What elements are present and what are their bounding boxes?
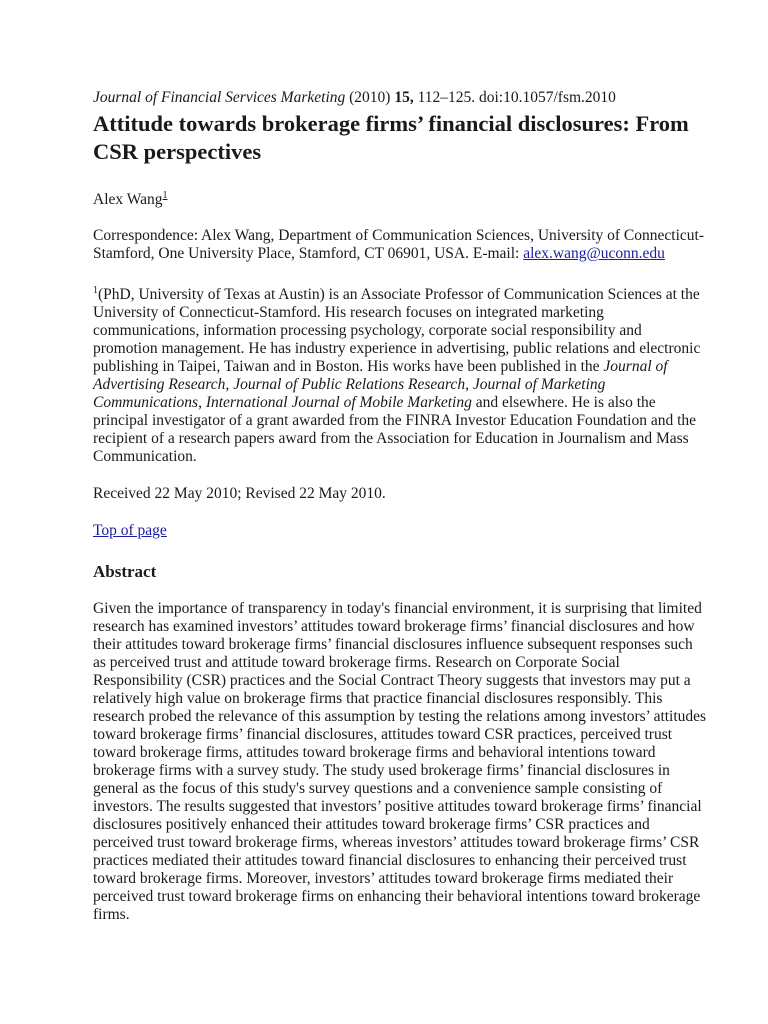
bio-journal-4: International Journal of Mobile Marketing [205, 394, 472, 412]
bio-sep-2: , [465, 376, 473, 394]
citation-year: (2010) [345, 89, 395, 106]
bio-sep-1: , [225, 376, 234, 394]
citation-volume: 15, [394, 89, 414, 106]
email-link[interactable]: alex.wang@uconn.edu [523, 245, 665, 263]
author-footnote-link[interactable]: 1 [162, 190, 168, 201]
author-line [93, 184, 708, 210]
bio-sep-3: , [198, 394, 206, 412]
journal-name: Journal of Financial Services Marketing [93, 89, 346, 106]
bio-text-2: and elsewhere. He is also the principal investigator of a grant awarded from the FINRA Investor Education Foundation and the recipient of a research papers award from the Association for Education in Journalism and Mass Communication. [93, 394, 697, 466]
author-bio [93, 282, 708, 466]
author-footnote-sup [163, 186, 168, 201]
top-of-page-row [93, 522, 708, 540]
top-of-page-link[interactable]: Top of page [93, 522, 167, 540]
received-dates: Received 22 May 2010; Revised 22 May 2010. [93, 485, 386, 503]
article-title: Attitude towards brokerage firms’ financial disclosures: From CSR perspectives [93, 111, 689, 164]
citation-pages-doi: 112–125. doi:10.1057/fsm.2010 [413, 89, 616, 106]
bio-text-1: (PhD, University of Texas at Austin) is an Associate Professor of Communication Sciences at the University of Connecticut-Stamford. His research focuses on integrated marketing communications, information processing psychology, corporate social responsibility and promotion management. He has industry experience in advertising, public relations and electronic publishing in Taipei, Taiwan and in Boston. His works have been published in the [93, 286, 701, 376]
bio-footnote-mark: 1 [93, 285, 98, 297]
abstract-text: Given the importance of transparency in today's financial environment, it is surprising that limited research has examined investors’ attitudes toward brokerage firms’ financial disclosures and how their attitudes toward brokerage firms’ financial disclosures influence subsequent responses such as perceived trust and attitude toward brokerage firms. Research on Corporate Social Responsibility (CSR) practices and the Social Contract Theory suggests that investors may put a relatively high value on brokerage firms that practice financial disclosures responsibly. This research probed the relevance of this assumption by testing the relations among investors’ attitudes toward brokerage firms’ financial disclosures, attitudes toward CSR practices, perceived trust toward brokerage firms, attitudes toward brokerage firms and behavioral intentions toward brokerage firms with a survey study. The study used brokerage firms’ financial disclosures in general as the focus of this study's survey questions and a convenience sample consisting of investors. The results suggested that investors’ positive attitudes toward brokerage firms’ financial disclosures positively enhanced their attitudes toward brokerage firms’ CSR practices and perceived trust toward brokerage firms, whereas investors’ attitudes toward brokerage firms’ CSR practices mediated their attitudes toward financial disclosures to enhancing their perceived trust toward brokerage firms. Moreover, investors’ attitudes toward brokerage firms mediated their perceived trust toward brokerage firms on enhancing their behavioral intentions toward brokerage firms. [93, 600, 707, 924]
citation-line [93, 88, 708, 108]
bio-journal-1: Journal of Advertising Research [93, 358, 668, 394]
bio-journal-3: Journal of Marketing Communications [93, 376, 606, 412]
correspondence-text: Correspondence: Alex Wang, Department of Communication Sciences, University of Connecticut-Stamford, One University Place, Stamford, CT 06901, USA. E-mail: [93, 227, 704, 263]
bio-journal-2: Journal of Public Relations Research [233, 376, 466, 394]
correspondence-paragraph [93, 227, 708, 263]
author-name: Alex Wang [93, 191, 163, 209]
abstract-heading: Abstract [93, 562, 157, 582]
